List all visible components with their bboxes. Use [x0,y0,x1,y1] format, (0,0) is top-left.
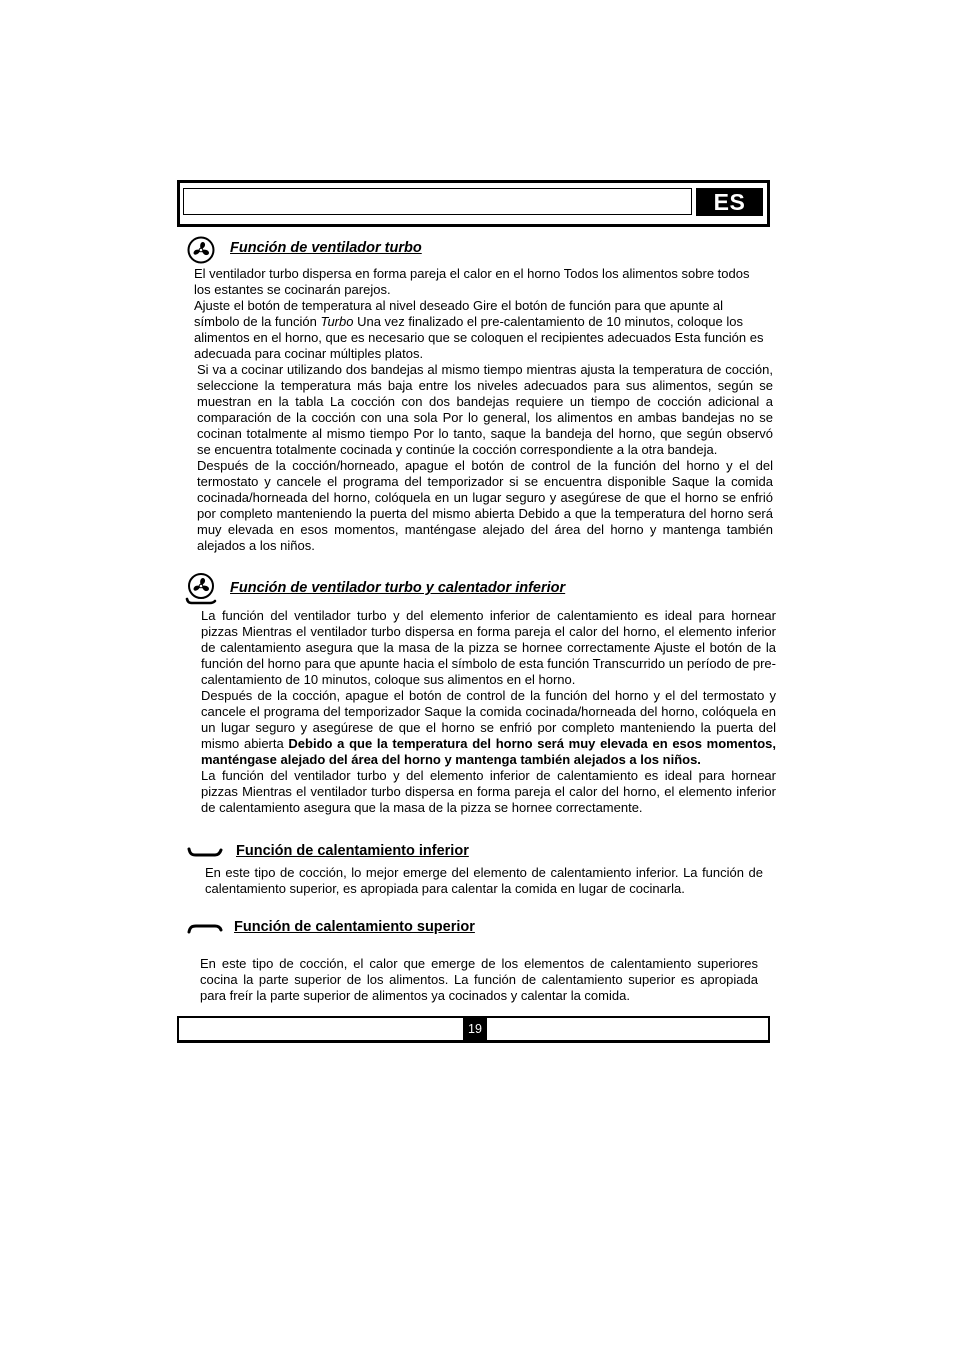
paragraph: En este tipo de cocción, el calor que emerge de los elementos de calentamiento superiores cocina la parte superior de los alimentos. La función de calentamiento superior es apropiada para freír la parte superior de alimentos ya cocinados y calentar la comida. [200,956,758,1003]
bottom-heater-icon [187,845,223,859]
paragraph: El ventilador turbo dispersa en forma pareja el calor en el horno Todos los alimentos sobre todos los estantes se cocinarán parejos. [194,266,750,297]
footer-bar [177,1016,770,1043]
paragraph: Ajuste el botón de temperatura al nivel deseado Gire el botón de función para que apunte al símbolo de la función Turbo Una vez finalizado el pre-calentamiento de 10 minutos, coloque los alimentos en el horno, que es necesario que se coloquen el recipientes adecuados Esta función es adecuada para cocinar múltiples platos. [194,298,764,361]
section-title-fan-bottom: Función de ventilador turbo y calentador inferior [230,580,566,596]
section-title-top-heater: Función de calentamiento superior [234,919,475,935]
paragraph: Si va a cocinar utilizando dos bandejas al mismo tiempo mientras ajusta la temperatura de cocción, seleccione la temperatura más baja entre los niveles adecuados para sus alimentos, según se muestran en la tabla La cocción con dos bandejas requiere un tiempo de cocción adicional a comparación de la cocción con una sola Por lo general, los alimentos en ambas bandejas no se cocinan totalmente al mismo tiempo Por lo tanto, saque la bandeja del horno, que según observó se encuentra totalmente cocinada y continúe la cocción correspondiente a la otra bandeja. [197,362,773,457]
paragraph: En este tipo de cocción, lo mejor emerge del elemento de calentamiento inferior. La función de calentamiento superior, es apropiada para calentar la comida en lugar de cocinarla. [205,865,763,896]
section-body-top-heater [200,956,758,1004]
fan-icon [187,236,215,264]
header-title-box [183,188,692,215]
paragraph: Después de la cocción, apague el botón de control de la función del horno y el del termostato y cancele el programa del temporizador Saque la comida cocinada/horneada del horno, colóquela en un lugar seguro y asegúrese de que el horno se enfrió por completo manteniendo la puerta del mismo abierta Debido a que la temperatura del horno será muy elevada en esos momentos, manténgase alejado del área del horno y mantenga también alejados a los niños. [201,688,776,767]
header-bar [177,180,770,227]
language-badge: ES [696,188,763,216]
section-body-bottom-heater [205,865,763,897]
paragraph: La función del ventilador turbo y del elemento inferior de calentamiento es ideal para hornear pizzas Mientras el ventilador turbo dispersa en forma pareja el calor del horno, el elemento inferior de calentamiento asegura que la masa de la pizza se hornee correctamente Ajuste el botón de la función del horno para que apunte hacia el símbolo de esta función Transcurrido un período de pre-calentamiento de 10 minutos, coloque sus alimentos en el horno. [201,608,776,687]
section-body-fan-b [197,362,773,554]
paragraph: Después de la cocción/horneado, apague el botón de control de la función del horno y el del termostato y cancele el programa del temporizador si se encuentra disponible Saque la comida cocinada/horneada del horno, colóquela en un lugar seguro y asegúrese de que el horno se enfrió por completo manteniendo la puerta del mismo abierta Debido a que la temperatura del horno será muy elevada en esos momentos, manténgase alejado del área del horno y mantenga también alejados a los niños. [197,458,773,553]
section-body-fan-bottom [201,608,776,816]
top-heater-icon [187,921,223,935]
page-number: 19 [463,1018,487,1040]
section-body-fan-a [194,266,767,362]
paragraph: La función del ventilador turbo y del elemento inferior de calentamiento es ideal para hornear pizzas Mientras el ventilador turbo dispersa en forma pareja el calor del horno, el elemento inferior de calentamiento asegura que la masa de la pizza se hornee correctamente. [201,768,776,815]
fan-bottom-heater-icon [184,572,218,606]
section-title-bottom-heater: Función de calentamiento inferior [236,843,469,859]
section-title-fan: Función de ventilador turbo [230,240,422,256]
